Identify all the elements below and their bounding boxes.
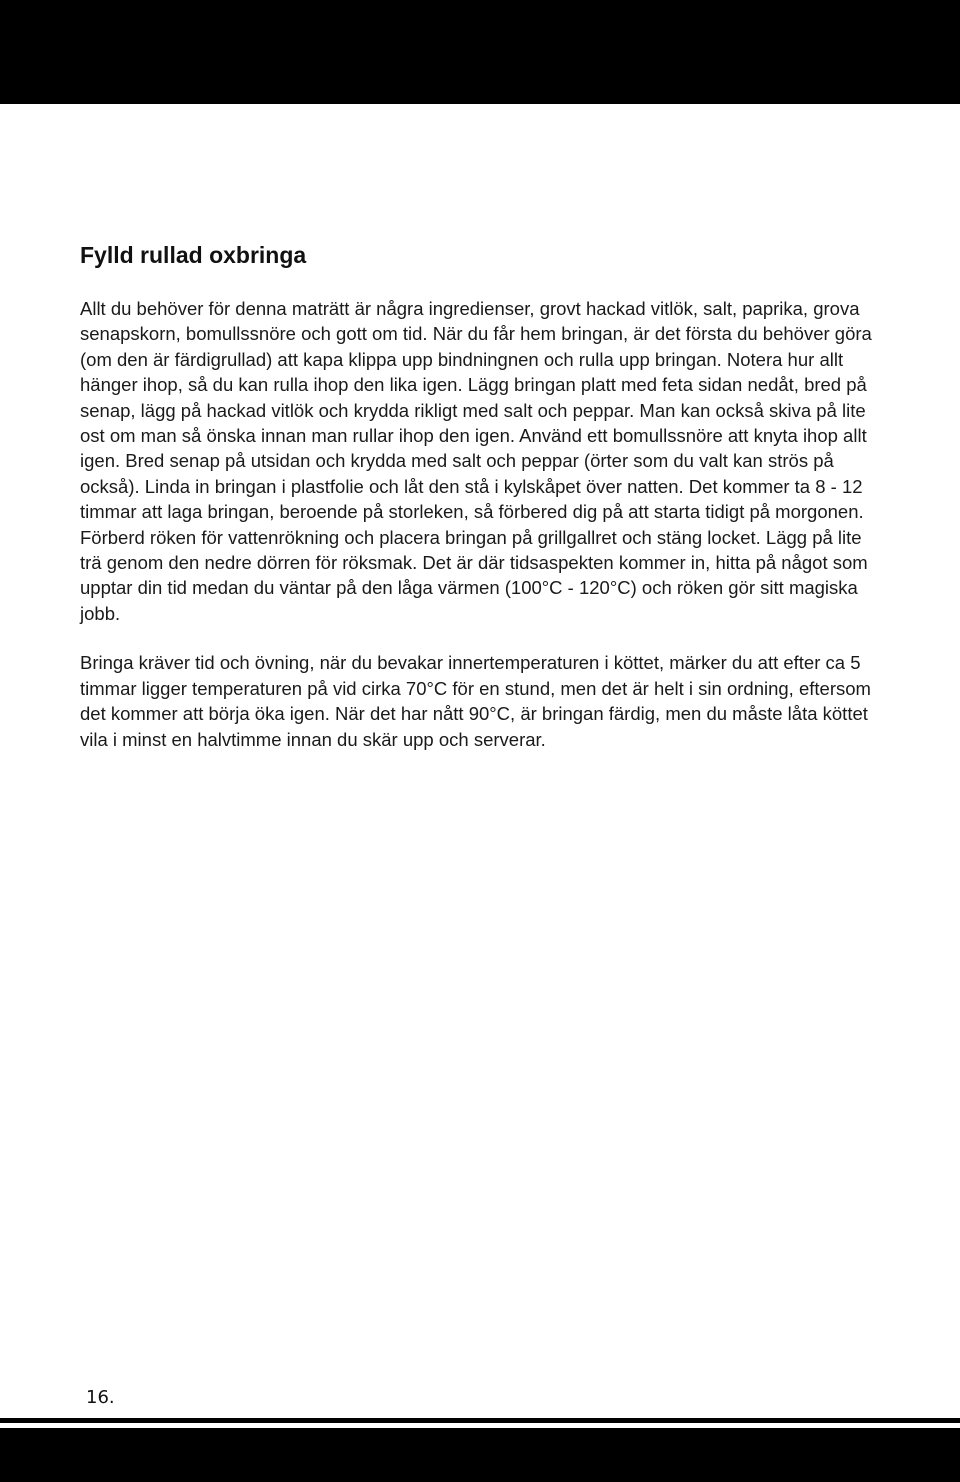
header-band <box>0 0 960 104</box>
footer-rule <box>0 1418 960 1423</box>
paragraph-temperature: Bringa kräver tid och övning, när du bevakar innertemperaturen i köttet, märker du att efter ca 5 timmar ligger temperaturen på vid cirka 70°C för en stund, men det är helt i sin ordning, eftersom det kommer att börja öka igen. När det har nått 90°C, är bringan färdig, men du måste låta köttet vila i minst en halvtimme innan du skär upp och serverar. <box>80 652 871 750</box>
paragraph-instructions: Allt du behöver för denna maträtt är några ingredienser, grovt hackad vitlök, salt, paprika, grova senapskorn, bomullssnöre och gott om tid. När du får hem bringan, är det första du behöver göra (om den är färdigrullad) att kapa klippa upp bindningnen och rulla upp bringan. Notera hur allt hänger ihop, så du kan rulla ihop den lika igen. Lägg bringan platt med feta sidan nedåt, bred på senap, lägg på hackad vitlök och krydda rikligt med salt och peppar. Man kan också skiva på lite ost om man så önska innan man rullar ihop den igen. Använd ett bomullssnöre att knyta ihop allt igen. Bred senap på utsidan och krydda med salt och peppar (örter som du valt kan strös på också). Linda in bringan i plastfolie och låt den stå i kylskåpet över natten. Det kommer ta 8 - 12 timmar att laga bringan, beroende på storleken, så förbered dig på att starta tidigt på morgonen. Förberd röken för vattenrökning och placera bringan på grillgallret och stäng locket. Lägg på lite trä genom den nedre dörren för röksmak. Det är där tidsaspekten kommer in, hitta på något som upptar din tid medan du väntar på den låga värmen (100°C - 120°C) och röken gör sitt magiska jobb. <box>80 298 872 624</box>
page-number: 16. <box>86 1387 115 1408</box>
page-title: Fylld rullad oxbringa <box>80 242 307 268</box>
document-body <box>80 238 880 752</box>
footer-band <box>0 1428 960 1482</box>
